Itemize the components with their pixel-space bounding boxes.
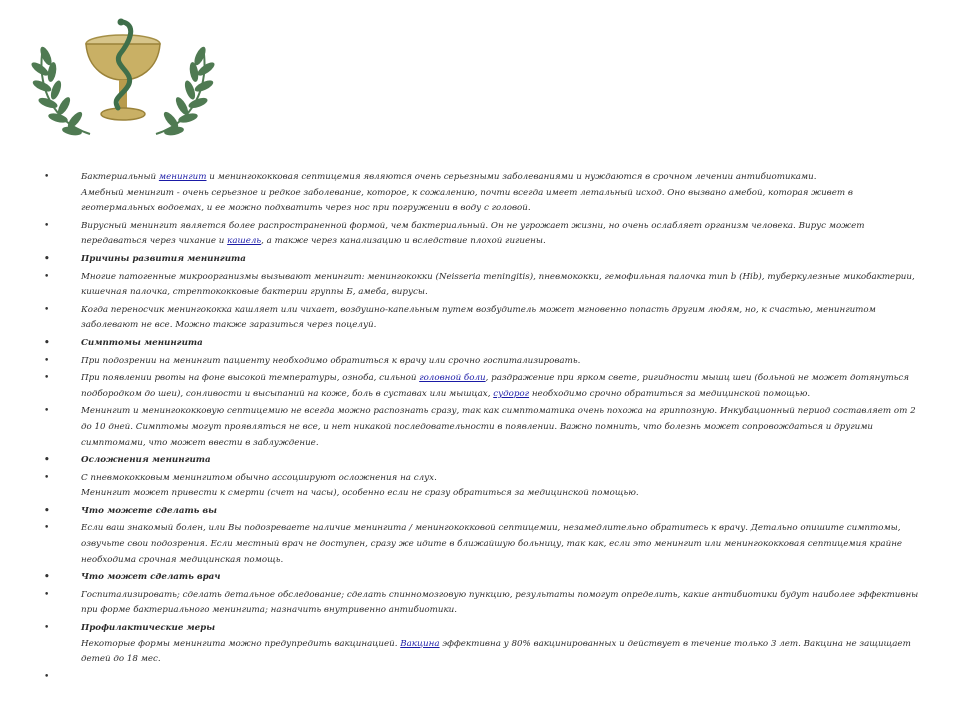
list-item — [40, 170, 920, 217]
list-item — [40, 471, 920, 502]
text-segment: Если ваш знакомый болен, или Вы подозреваете наличие менингита / менингококковой септицемии, незамедлительно обратитесь к врачу. Детально опишите симптомы, озвучьте свои подозрения. Если местный врач не доступен, сразу же идите в ближайшую больницу, так как, если это менингит или менингококковая септицемия крайне необходима срочная медицинская помощь. — [81, 523, 903, 565]
section-heading — [40, 504, 920, 520]
text-segment: Симптомы менингита — [81, 337, 203, 348]
section-heading — [40, 570, 920, 586]
text-segment: Бактериальный — [81, 172, 159, 182]
text-segment: Осложнения менингита — [81, 455, 211, 466]
section-heading — [40, 252, 920, 268]
list-item — [40, 303, 920, 334]
text-segment: Что может сделать врач — [81, 572, 221, 583]
text-segment: Что можете сделать вы — [81, 505, 217, 516]
inline-link[interactable]: менингит — [158, 172, 207, 182]
medical-emblem-logo — [28, 14, 218, 144]
list-item — [40, 270, 920, 301]
text-segment: Некоторые формы менингита можно предупредить вакцинацией. — [81, 638, 401, 649]
text-segment: и менингококковая септицемия являются очень серьезными заболеваниями и нуждаются в срочном лечении антибиотиками. — [206, 172, 817, 182]
list-item — [40, 670, 920, 686]
text-segment: Вирусный менингит является более распространенной формой, чем бактериальный. Он не угрожает жизни, но очень ослабляет организм человека. Вирус может передаваться через чихание и — [81, 220, 865, 247]
text-segment: Госпитализировать; сделать детальное обследование; сделать спинномозговую пункцию, результаты помогут определить, какие антибиотики будут наиболее эффективны при форме бактериального менингита; назначить внутривенно антибиотики. — [81, 589, 919, 616]
list-item — [40, 404, 920, 451]
list-item — [40, 371, 920, 402]
laurel-right-icon — [156, 45, 216, 136]
list-item — [40, 521, 920, 568]
list-item — [40, 219, 920, 250]
text-segment: Амебный менингит - очень серьезное и редкое заболевание, которое, к сожалению, почти всегда имеет летальный исход. Оно вызвано амебой, которая живет в геотермальных водоемах, и ее можно подхватить через нос при погружении в воду с головой. — [81, 187, 853, 214]
text-segment: эффективна у 80% вакцинированных и действует в течение только 3 лет. Вакцина не защищает детей до 18 мес. — [81, 638, 911, 665]
list-item — [40, 588, 920, 619]
laurel-left-icon — [30, 45, 90, 136]
text-segment: С пневмококковым менингитом обычно ассоциируют осложнения на слух. — [81, 472, 437, 483]
section-heading-text: Профилактические меры — [81, 623, 216, 634]
text-segment: При подозрении на менингит пациенту необходимо обратиться к врачу или срочно госпитализировать. — [81, 355, 581, 366]
text-segment: Когда переносчик менингококка кашляет или чихает, воздушно-капельным путем возбудитель может мгновенно попасть другим людям, но, к счастью, менингитом заболевают не все. Можно также заразиться через поцелуй. — [81, 304, 876, 331]
inline-link[interactable]: Вакцина — [400, 638, 440, 649]
text-segment: необходимо срочно обратиться за медицинской помощью. — [529, 388, 811, 399]
section-heading — [40, 336, 920, 352]
list-item — [40, 621, 920, 668]
text-segment: Многие патогенные микроорганизмы вызывают менингит: менингококки (Neisseria meningitis), пневмококки, гемофильная палочка тип b (Hib), туберкулезные микобактерии, кишечная палочка, стрептококковые бактерии группы Б, амеба, вирусы. — [81, 271, 915, 298]
list-item — [40, 354, 920, 370]
section-heading — [40, 453, 920, 469]
inline-link[interactable]: головной боли — [419, 373, 486, 384]
text-segment: Причины развития менингита — [81, 253, 246, 264]
text-segment: Менингит может привести к смерти (счет на часы), особенно если не сразу обратиться за медицинской помощью. — [81, 488, 639, 499]
inline-link[interactable]: кашель — [227, 236, 262, 247]
text-segment: , а также через канализацию и вследствие плохой гигиены. — [261, 236, 546, 247]
inline-link[interactable]: судорог — [493, 388, 530, 399]
text-segment: Менингит и менингококковую септицемию не всегда можно распознать сразу, так как симптоматика очень похожа на гриппозную. Инкубационный период составляет от 2 до 10 дней. Симптомы могут проявляться не все, и нет никакой последовательности в появлении. Важно помнить, что болезнь может сопровождаться и другими симптомами, что может ввести в заблуждение. — [81, 406, 916, 448]
text-segment: , раздражение при ярком свете, ригидности мышц шеи (больной не может дотянуться подбородком до шеи), сонливости и высыпаний на коже, боль в суставах или мышцах, — [81, 373, 910, 399]
bullet-list — [40, 170, 920, 685]
text-segment: При появлении рвоты на фоне высокой температуры, озноба, сильной — [81, 373, 420, 384]
article-content — [40, 170, 920, 687]
bowl-of-hygieia-icon — [28, 14, 218, 144]
